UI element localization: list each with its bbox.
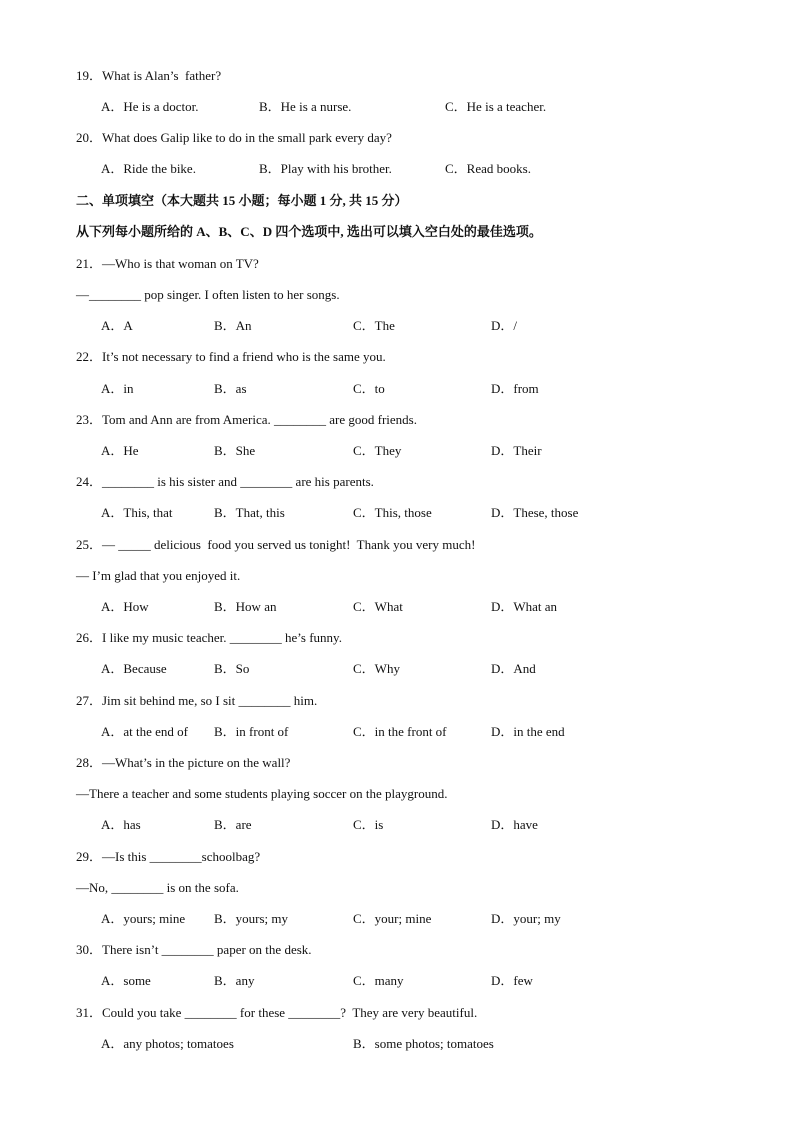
option-b: B．An xyxy=(214,318,252,333)
question-28-stem: 28．—What’s in the picture on the wall? xyxy=(76,755,291,770)
option-c: C．in the front of xyxy=(353,724,447,739)
question-20-stem: 20．What does Galip like to do in the small park every day? xyxy=(76,130,392,145)
option-c: C．Why xyxy=(353,661,400,676)
section-heading: 二、单项填空（本大题共 15 小题；每小题 1 分, 共 15 分） xyxy=(76,193,408,208)
option-c: C．your; mine xyxy=(353,911,432,926)
question-28-line2: —There a teacher and some students playing soccer on the playground. xyxy=(76,786,448,801)
option-b: B．He is a nurse. xyxy=(259,99,352,114)
option-d: D．Their xyxy=(491,443,542,458)
option-b: B．some photos; tomatoes xyxy=(353,1036,494,1051)
option-a: A．How xyxy=(101,599,149,614)
option-a: A．at the end of xyxy=(101,724,189,739)
option-c: C．He is a teacher. xyxy=(445,99,547,114)
option-c: C．What xyxy=(353,599,403,614)
option-d: D．have xyxy=(491,817,538,832)
option-b: B．So xyxy=(214,661,250,676)
option-d: D．from xyxy=(491,381,539,396)
option-a: A．This, that xyxy=(101,505,173,520)
question-30-stem: 30．There isn’t ________ paper on the desk. xyxy=(76,942,312,957)
option-a: A．some xyxy=(101,973,151,988)
option-b: B．in front of xyxy=(214,724,289,739)
section-instruction: 从下列每小题所给的 A、B、C、D 四个选项中, 选出可以填入空白处的最佳选项。 xyxy=(76,224,542,239)
question-28-options xyxy=(0,817,794,913)
option-a: A．He is a doctor. xyxy=(101,99,199,114)
question-25-stem: 25．— _____ delicious food you served us tonight! Thank you very much! xyxy=(76,537,476,552)
option-a: A．yours; mine xyxy=(101,911,186,926)
option-a: A．A xyxy=(101,318,133,333)
option-a: A．He xyxy=(101,443,139,458)
option-d: D．your; my xyxy=(491,911,561,926)
question-27-stem: 27．Jim sit behind me, so I sit ________ him. xyxy=(76,693,318,708)
option-d: D．What an xyxy=(491,599,558,614)
option-a: A．Ride the bike. xyxy=(101,161,196,176)
option-a: A．has xyxy=(101,817,141,832)
option-b: B．as xyxy=(214,381,247,396)
question-24-options xyxy=(0,505,794,601)
question-21-line2: —________ pop singer. I often listen to her songs. xyxy=(76,287,340,302)
option-a: A．Because xyxy=(101,661,167,676)
question-27-options xyxy=(0,724,794,820)
option-c: C．many xyxy=(353,973,404,988)
option-b: B．She xyxy=(214,443,256,458)
question-23-stem: 23．Tom and Ann are from America. ________ are good friends. xyxy=(76,412,417,427)
question-22-stem: 22．It’s not necessary to find a friend who is the same you. xyxy=(76,349,386,364)
option-c: C．The xyxy=(353,318,395,333)
question-19-stem: 19．What is Alan’s father? xyxy=(76,68,222,83)
question-29-line2: —No, ________ is on the sofa. xyxy=(76,880,239,895)
option-b: B．That, this xyxy=(214,505,285,520)
question-29-stem: 29．—Is this ________schoolbag? xyxy=(76,849,261,864)
question-31-options xyxy=(0,1036,794,1100)
option-c: C．is xyxy=(353,817,384,832)
option-d: D．/ xyxy=(491,318,518,333)
option-a: A．any photos; tomatoes xyxy=(101,1036,234,1051)
option-b: B．How an xyxy=(214,599,277,614)
option-c: C．Read books. xyxy=(445,161,531,176)
option-c: C．This, those xyxy=(353,505,432,520)
option-b: B．Play with his brother. xyxy=(259,161,392,176)
question-21-stem: 21．—Who is that woman on TV? xyxy=(76,256,259,271)
question-24-stem: 24．________ is his sister and ________ are his parents. xyxy=(76,474,374,489)
question-25-line2: — I’m glad that you enjoyed it. xyxy=(76,568,241,583)
option-b: B．are xyxy=(214,817,252,832)
question-31-stem: 31．Could you take ________ for these ________? They are very beautiful. xyxy=(76,1005,478,1020)
option-d: D．few xyxy=(491,973,533,988)
option-d: D．These, those xyxy=(491,505,579,520)
option-d: D．in the end xyxy=(491,724,565,739)
option-b: B．any xyxy=(214,973,255,988)
question-26-stem: 26．I like my music teacher. ________ he’s funny. xyxy=(76,630,342,645)
option-c: C．to xyxy=(353,381,385,396)
option-c: C．They xyxy=(353,443,402,458)
option-b: B．yours; my xyxy=(214,911,289,926)
option-d: D．And xyxy=(491,661,536,676)
option-a: A．in xyxy=(101,381,134,396)
